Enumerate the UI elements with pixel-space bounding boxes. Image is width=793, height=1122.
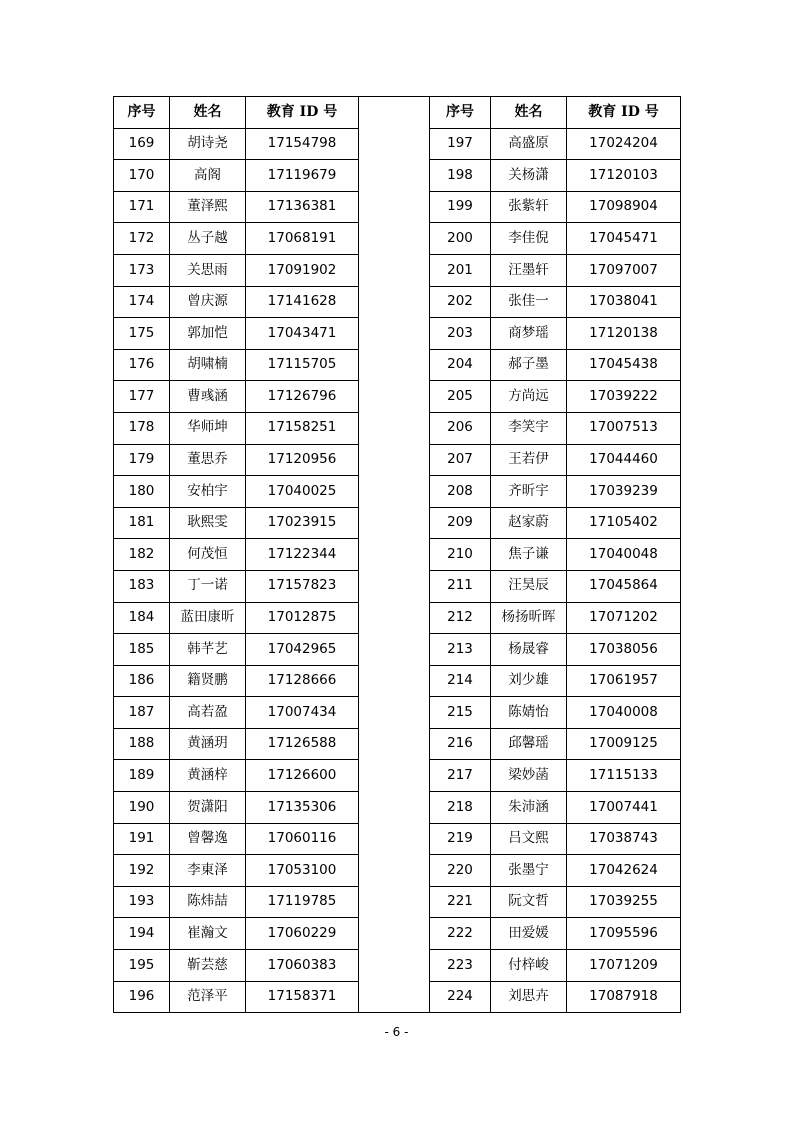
left-name-cell: 贺潇阳 [170, 792, 246, 824]
table-row [114, 318, 681, 350]
right-id-cell: 17039222 [567, 381, 681, 413]
right-id-cell: 17039255 [567, 886, 681, 918]
column-gap [359, 886, 430, 918]
right-seq-cell: 201 [430, 254, 491, 286]
right-name-cell: 刘少雄 [491, 665, 567, 697]
column-gap [359, 634, 430, 666]
left-seq-cell: 174 [114, 286, 170, 318]
table-row [114, 476, 681, 508]
right-id-cell: 17045438 [567, 349, 681, 381]
right-name-cell: 张墨宁 [491, 855, 567, 887]
left-seq-cell: 176 [114, 349, 170, 381]
left-name-cell: 高阁 [170, 160, 246, 192]
table-row [114, 634, 681, 666]
left-name-cell: 黄涵玥 [170, 728, 246, 760]
right-name-cell: 陈婧怡 [491, 697, 567, 729]
table-row [114, 286, 681, 318]
right-name-cell: 梁妙菡 [491, 760, 567, 792]
left-id-cell: 17158371 [246, 981, 359, 1013]
right-id-cell: 17038743 [567, 823, 681, 855]
right-seq-cell: 205 [430, 381, 491, 413]
table-row [114, 570, 681, 602]
right-name-cell: 刘思卉 [491, 981, 567, 1013]
header-seq-right: 序号 [430, 97, 491, 129]
column-gap [359, 792, 430, 824]
right-seq-cell: 213 [430, 634, 491, 666]
right-name-cell: 朱沛涵 [491, 792, 567, 824]
header-name-left: 姓名 [170, 97, 246, 129]
table-row [114, 254, 681, 286]
right-name-cell: 邱馨瑶 [491, 728, 567, 760]
right-id-cell: 17120138 [567, 318, 681, 350]
right-name-cell: 张紫轩 [491, 191, 567, 223]
right-name-cell: 付梓峻 [491, 950, 567, 982]
right-id-cell: 17038056 [567, 634, 681, 666]
left-id-cell: 17136381 [246, 191, 359, 223]
left-seq-cell: 186 [114, 665, 170, 697]
right-id-cell: 17024204 [567, 128, 681, 160]
column-gap [359, 476, 430, 508]
left-seq-cell: 172 [114, 223, 170, 255]
left-seq-cell: 195 [114, 950, 170, 982]
left-seq-cell: 173 [114, 254, 170, 286]
column-gap [359, 697, 430, 729]
table-row [114, 823, 681, 855]
table-row [114, 381, 681, 413]
right-id-cell: 17098904 [567, 191, 681, 223]
left-name-cell: 郭加恺 [170, 318, 246, 350]
right-seq-cell: 214 [430, 665, 491, 697]
column-gap [359, 254, 430, 286]
table-row [114, 444, 681, 476]
right-name-cell: 赵家蔚 [491, 507, 567, 539]
right-seq-cell: 215 [430, 697, 491, 729]
left-seq-cell: 185 [114, 634, 170, 666]
table-row [114, 412, 681, 444]
header-seq-left: 序号 [114, 97, 170, 129]
column-gap [359, 760, 430, 792]
right-seq-cell: 223 [430, 950, 491, 982]
right-seq-cell: 204 [430, 349, 491, 381]
right-name-cell: 郝子墨 [491, 349, 567, 381]
left-seq-cell: 180 [114, 476, 170, 508]
left-seq-cell: 184 [114, 602, 170, 634]
left-id-cell: 17091902 [246, 254, 359, 286]
right-seq-cell: 221 [430, 886, 491, 918]
right-seq-cell: 218 [430, 792, 491, 824]
left-name-cell: 崔瀚文 [170, 918, 246, 950]
left-name-cell: 华师坤 [170, 412, 246, 444]
column-gap [359, 286, 430, 318]
left-seq-cell: 182 [114, 539, 170, 571]
table-row [114, 223, 681, 255]
right-seq-cell: 199 [430, 191, 491, 223]
left-name-cell: 曹彧涵 [170, 381, 246, 413]
roster-body [114, 128, 681, 1013]
left-id-cell: 17120956 [246, 444, 359, 476]
column-gap [359, 97, 430, 129]
right-id-cell: 17042624 [567, 855, 681, 887]
left-name-cell: 李東泽 [170, 855, 246, 887]
left-seq-cell: 170 [114, 160, 170, 192]
left-id-cell: 17126600 [246, 760, 359, 792]
right-id-cell: 17087918 [567, 981, 681, 1013]
left-id-cell: 17122344 [246, 539, 359, 571]
right-id-cell: 17071209 [567, 950, 681, 982]
left-seq-cell: 183 [114, 570, 170, 602]
left-seq-cell: 187 [114, 697, 170, 729]
left-seq-cell: 177 [114, 381, 170, 413]
right-id-cell: 17061957 [567, 665, 681, 697]
column-gap [359, 412, 430, 444]
left-id-cell: 17012875 [246, 602, 359, 634]
header-id-right: 教育 ID 号 [567, 97, 681, 129]
right-seq-cell: 224 [430, 981, 491, 1013]
column-gap [359, 223, 430, 255]
right-seq-cell: 219 [430, 823, 491, 855]
table-row [114, 507, 681, 539]
right-id-cell: 17045471 [567, 223, 681, 255]
left-id-cell: 17119679 [246, 160, 359, 192]
right-name-cell: 齐昕宇 [491, 476, 567, 508]
column-gap [359, 539, 430, 571]
right-name-cell: 汪昊辰 [491, 570, 567, 602]
right-seq-cell: 212 [430, 602, 491, 634]
column-gap [359, 665, 430, 697]
right-id-cell: 17044460 [567, 444, 681, 476]
left-name-cell: 安柏宇 [170, 476, 246, 508]
left-name-cell: 丁一诺 [170, 570, 246, 602]
left-name-cell: 蓝田康昕 [170, 602, 246, 634]
page-number: - 6 - [384, 1025, 409, 1039]
left-name-cell: 籍贤鹏 [170, 665, 246, 697]
left-seq-cell: 196 [114, 981, 170, 1013]
left-id-cell: 17157823 [246, 570, 359, 602]
left-name-cell: 范泽平 [170, 981, 246, 1013]
right-seq-cell: 210 [430, 539, 491, 571]
left-id-cell: 17053100 [246, 855, 359, 887]
column-gap [359, 507, 430, 539]
left-id-cell: 17023915 [246, 507, 359, 539]
right-name-cell: 高盛原 [491, 128, 567, 160]
right-id-cell: 17040008 [567, 697, 681, 729]
header-name-right: 姓名 [491, 97, 567, 129]
right-id-cell: 17040048 [567, 539, 681, 571]
left-id-cell: 17135306 [246, 792, 359, 824]
table-row [114, 792, 681, 824]
right-name-cell: 李佳倪 [491, 223, 567, 255]
left-id-cell: 17141628 [246, 286, 359, 318]
right-seq-cell: 197 [430, 128, 491, 160]
left-id-cell: 17126796 [246, 381, 359, 413]
left-seq-cell: 181 [114, 507, 170, 539]
right-seq-cell: 208 [430, 476, 491, 508]
column-gap [359, 602, 430, 634]
right-id-cell: 17095596 [567, 918, 681, 950]
right-name-cell: 杨扬昕晖 [491, 602, 567, 634]
right-id-cell: 17007513 [567, 412, 681, 444]
column-gap [359, 918, 430, 950]
left-name-cell: 何茂恒 [170, 539, 246, 571]
right-id-cell: 17038041 [567, 286, 681, 318]
left-id-cell: 17119785 [246, 886, 359, 918]
left-id-cell: 17060383 [246, 950, 359, 982]
left-id-cell: 17043471 [246, 318, 359, 350]
left-name-cell: 董泽熙 [170, 191, 246, 223]
left-id-cell: 17128666 [246, 665, 359, 697]
left-seq-cell: 194 [114, 918, 170, 950]
right-name-cell: 吕文熙 [491, 823, 567, 855]
right-seq-cell: 211 [430, 570, 491, 602]
column-gap [359, 823, 430, 855]
right-seq-cell: 220 [430, 855, 491, 887]
table-row [114, 539, 681, 571]
table-row [114, 981, 681, 1013]
table-row [114, 160, 681, 192]
column-gap [359, 381, 430, 413]
right-name-cell: 阮文哲 [491, 886, 567, 918]
right-name-cell: 商梦瑶 [491, 318, 567, 350]
right-seq-cell: 206 [430, 412, 491, 444]
left-id-cell: 17060116 [246, 823, 359, 855]
left-seq-cell: 193 [114, 886, 170, 918]
left-seq-cell: 189 [114, 760, 170, 792]
left-name-cell: 曾馨逸 [170, 823, 246, 855]
left-seq-cell: 192 [114, 855, 170, 887]
column-gap [359, 191, 430, 223]
right-name-cell: 汪墨轩 [491, 254, 567, 286]
column-gap [359, 160, 430, 192]
right-name-cell: 关杨潇 [491, 160, 567, 192]
left-id-cell: 17115705 [246, 349, 359, 381]
right-seq-cell: 202 [430, 286, 491, 318]
table-row [114, 602, 681, 634]
right-id-cell: 17120103 [567, 160, 681, 192]
table-row [114, 855, 681, 887]
student-roster-table [113, 96, 681, 1013]
table-row [114, 191, 681, 223]
column-gap [359, 349, 430, 381]
right-id-cell: 17009125 [567, 728, 681, 760]
table-row [114, 918, 681, 950]
right-seq-cell: 209 [430, 507, 491, 539]
left-id-cell: 17158251 [246, 412, 359, 444]
left-seq-cell: 190 [114, 792, 170, 824]
right-seq-cell: 203 [430, 318, 491, 350]
column-gap [359, 981, 430, 1013]
left-name-cell: 黄涵梓 [170, 760, 246, 792]
right-seq-cell: 207 [430, 444, 491, 476]
left-name-cell: 靳芸慈 [170, 950, 246, 982]
left-seq-cell: 171 [114, 191, 170, 223]
column-gap [359, 570, 430, 602]
left-id-cell: 17040025 [246, 476, 359, 508]
left-name-cell: 陈炜喆 [170, 886, 246, 918]
left-id-cell: 17068191 [246, 223, 359, 255]
left-id-cell: 17060229 [246, 918, 359, 950]
left-name-cell: 韩芊艺 [170, 634, 246, 666]
left-name-cell: 关思雨 [170, 254, 246, 286]
left-name-cell: 耿熙雯 [170, 507, 246, 539]
right-name-cell: 田爱媛 [491, 918, 567, 950]
right-id-cell: 17071202 [567, 602, 681, 634]
left-seq-cell: 169 [114, 128, 170, 160]
column-gap [359, 855, 430, 887]
table-row [114, 128, 681, 160]
right-id-cell: 17007441 [567, 792, 681, 824]
right-name-cell: 李笑宇 [491, 412, 567, 444]
right-seq-cell: 216 [430, 728, 491, 760]
right-seq-cell: 200 [430, 223, 491, 255]
right-id-cell: 17045864 [567, 570, 681, 602]
column-gap [359, 444, 430, 476]
table-row [114, 665, 681, 697]
left-seq-cell: 188 [114, 728, 170, 760]
column-gap [359, 318, 430, 350]
left-id-cell: 17042965 [246, 634, 359, 666]
table-row [114, 950, 681, 982]
right-id-cell: 17097007 [567, 254, 681, 286]
right-id-cell: 17039239 [567, 476, 681, 508]
left-id-cell: 17154798 [246, 128, 359, 160]
left-name-cell: 曾庆源 [170, 286, 246, 318]
column-gap [359, 950, 430, 982]
right-name-cell: 焦子谦 [491, 539, 567, 571]
header-id-left: 教育 ID 号 [246, 97, 359, 129]
left-seq-cell: 178 [114, 412, 170, 444]
table-row [114, 697, 681, 729]
left-seq-cell: 175 [114, 318, 170, 350]
left-seq-cell: 179 [114, 444, 170, 476]
header-row [114, 97, 681, 129]
table-row [114, 886, 681, 918]
left-name-cell: 胡啸楠 [170, 349, 246, 381]
left-name-cell: 董思乔 [170, 444, 246, 476]
right-seq-cell: 217 [430, 760, 491, 792]
column-gap [359, 128, 430, 160]
table-row [114, 349, 681, 381]
right-name-cell: 张佳一 [491, 286, 567, 318]
left-name-cell: 胡诗尧 [170, 128, 246, 160]
left-seq-cell: 191 [114, 823, 170, 855]
table-row [114, 760, 681, 792]
right-id-cell: 17115133 [567, 760, 681, 792]
table-row [114, 728, 681, 760]
right-name-cell: 王若伊 [491, 444, 567, 476]
right-seq-cell: 198 [430, 160, 491, 192]
right-seq-cell: 222 [430, 918, 491, 950]
right-name-cell: 杨晟睿 [491, 634, 567, 666]
left-name-cell: 丛子越 [170, 223, 246, 255]
left-id-cell: 17126588 [246, 728, 359, 760]
left-id-cell: 17007434 [246, 697, 359, 729]
right-name-cell: 方尚远 [491, 381, 567, 413]
column-gap [359, 728, 430, 760]
right-id-cell: 17105402 [567, 507, 681, 539]
left-name-cell: 高若盈 [170, 697, 246, 729]
